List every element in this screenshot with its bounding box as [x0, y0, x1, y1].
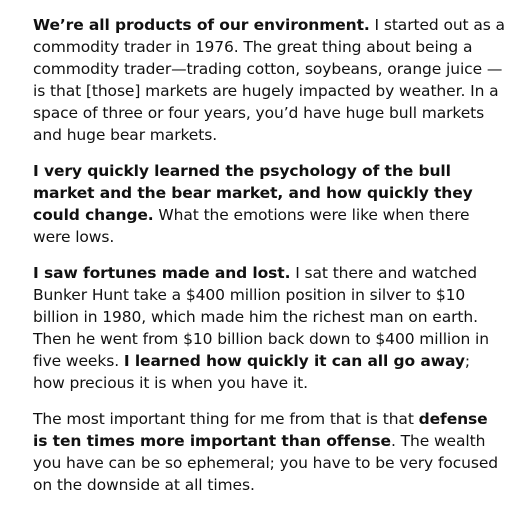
paragraph-psychology: [33, 160, 506, 248]
bold-emphasis-text: I learned how quickly it can all go away: [123, 352, 465, 370]
body-text: . The wealth you have can be so ephemeral; you have to be very focused on the downside at all times.: [33, 432, 498, 494]
bold-lead-text: I very quickly learned the psychology of the bull market and the bear market, and how quickly they could change.: [33, 162, 473, 224]
body-text: I sat there and watched Bunker Hunt take a $400 million position in silver to $10 billion in 1980, which made him the richest man on earth. Then he went from $10 billion back down to $400 million in five weeks.: [33, 264, 489, 370]
body-text: What the emotions were like when there were lows.: [33, 206, 470, 246]
body-text: I started out as a commodity trader in 1976. The great thing about being a commodity trader—trading cotton, soybeans, orange juice — is that [those] markets are hugely impacted by weather. In a space of three or four years, you’d have huge bull markets and huge bear markets.: [33, 16, 505, 144]
bold-lead-text: We’re all products of our environment.: [33, 16, 370, 34]
bold-emphasis-text: defense is ten times more important than offense: [33, 410, 488, 450]
body-text: The most important thing for me from that is that: [33, 410, 419, 428]
paragraph-fortunes: [33, 262, 506, 394]
paragraph-environment: [33, 14, 506, 146]
paragraph-defense: [33, 408, 506, 496]
body-text: ; how precious it is when you have it.: [33, 352, 470, 392]
bold-lead-text: I saw fortunes made and lost.: [33, 264, 291, 282]
